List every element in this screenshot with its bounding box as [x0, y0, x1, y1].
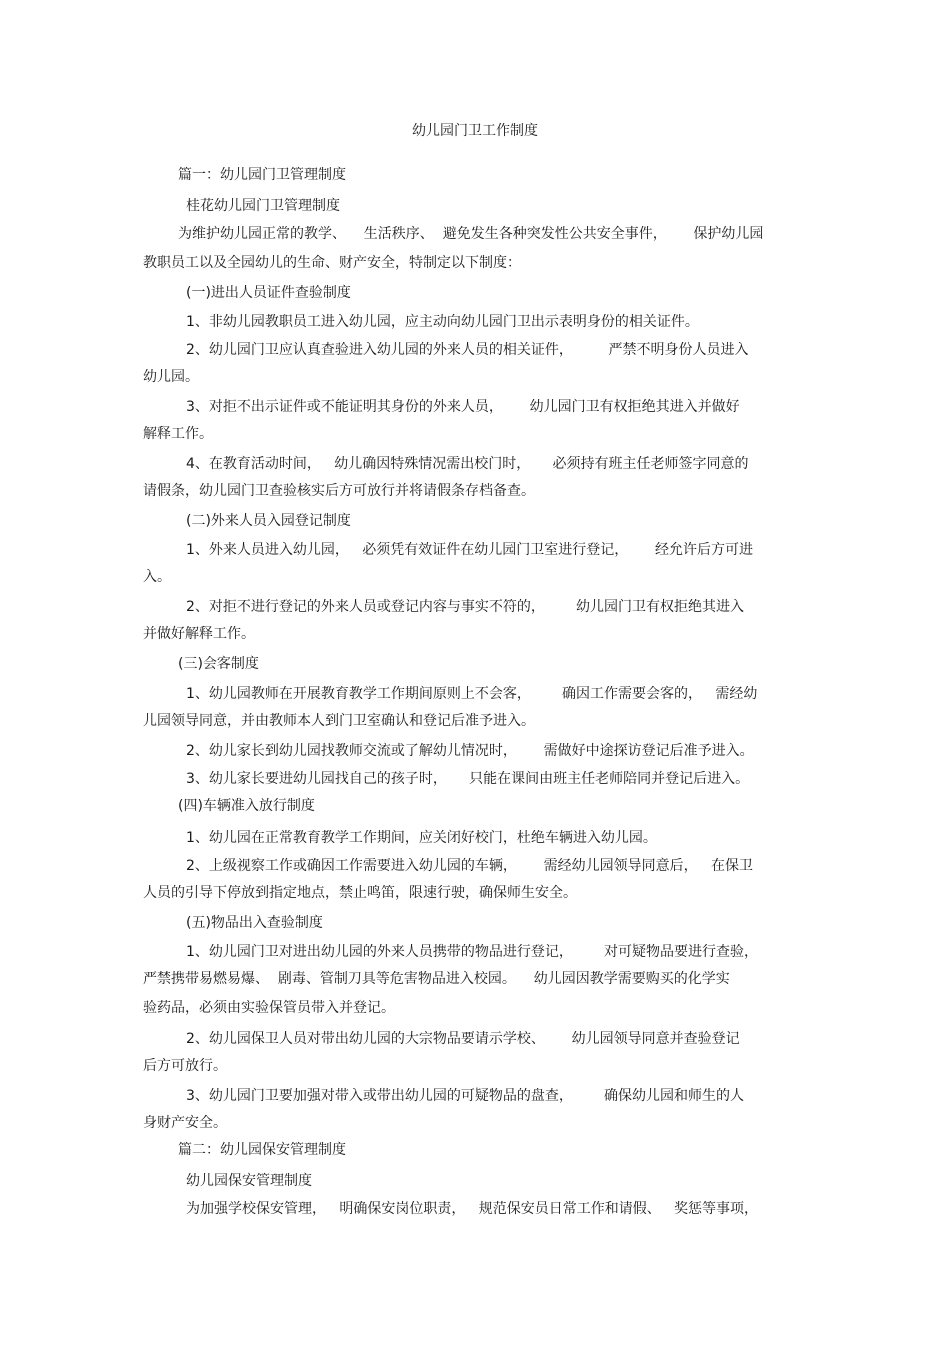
paragraph-line: 儿园领导同意，并由教师本人到门卫室确认和登记后准予进入。: [143, 713, 535, 729]
paragraph-line: 严禁携带易燃易爆、 剧毒、管制刀具等危害物品进入校园。 幼儿园因教学需要购买的化学实: [143, 971, 730, 987]
paragraph-line: 3、对拒不出示证件或不能证明其身份的外来人员， 幼儿园门卫有权拒绝其进入并做好: [186, 399, 740, 415]
clause-heading: (五)物品出入查验制度: [186, 915, 323, 931]
paragraph-line: 2、幼儿园门卫应认真查验进入幼儿园的外来人员的相关证件， 严禁不明身份人员进入: [186, 342, 749, 358]
paragraph-line: 2、幼儿家长到幼儿园找教师交流或了解幼儿情况时， 需做好中途探访登记后准予进入。: [186, 743, 754, 759]
paragraph-line: 4、在教育活动时间， 幼儿确因特殊情况需出校门时， 必须持有班主任老师签字同意的: [186, 456, 749, 472]
paragraph-line: 请假条，幼儿园门卫查验核实后方可放行并将请假条存档备查。: [143, 483, 535, 499]
paragraph-line: 3、幼儿园门卫要加强对带入或带出幼儿园的可疑物品的盘查， 确保幼儿园和师生的人: [186, 1088, 745, 1104]
paragraph-line: 2、上级视察工作或确因工作需要进入幼儿园的车辆， 需经幼儿园领导同意后， 在保卫: [186, 858, 753, 874]
paragraph-line: 并做好解释工作。: [143, 626, 255, 642]
paragraph-line: 后方可放行。: [143, 1058, 227, 1074]
paragraph-line: 3、幼儿家长要进幼儿园找自己的孩子时， 只能在课间由班主任老师陪同并登记后进入。: [186, 771, 750, 787]
paragraph-line: 幼儿园。: [143, 369, 199, 385]
paragraph-line: 解释工作。: [143, 426, 213, 442]
paragraph-line: 1、外来人员进入幼儿园， 必须凭有效证件在幼儿园门卫室进行登记， 经允许后方可进: [186, 542, 753, 558]
clause-heading: (二)外来人员入园登记制度: [186, 513, 351, 529]
paragraph-line: 入。: [143, 569, 171, 585]
clause-heading: (四)车辆准入放行制度: [178, 798, 315, 814]
subsection-heading: 幼儿园保安管理制度: [186, 1173, 312, 1189]
paragraph-line: 1、非幼儿园教职员工进入幼儿园，应主动向幼儿园门卫出示表明身份的相关证件。: [186, 314, 699, 330]
clause-heading: (一)进出人员证件查验制度: [186, 285, 351, 301]
paragraph-line: 2、对拒不进行登记的外来人员或登记内容与事实不符的， 幼儿园门卫有权拒绝其进入: [186, 599, 745, 615]
subsection-heading: 桂花幼儿园门卫管理制度: [186, 198, 340, 214]
paragraph-line: 为加强学校保安管理， 明确保安岗位职责， 规范保安员日常工作和请假、 奖惩等事项，: [186, 1201, 759, 1217]
paragraph-line: 人员的引导下停放到指定地点，禁止鸣笛，限速行驶，确保师生安全。: [143, 885, 577, 901]
document-title: 幼儿园门卫工作制度: [412, 123, 538, 139]
clause-heading: (三)会客制度: [178, 656, 259, 672]
paragraph-line: 1、幼儿园门卫对进出幼儿园的外来人员携带的物品进行登记， 对可疑物品要进行查验，: [186, 944, 759, 960]
paragraph-line: 1、幼儿园在正常教育教学工作期间，应关闭好校门，杜绝车辆进入幼儿园。: [186, 830, 657, 846]
paragraph-line: 为维护幼儿园正常的教学、 生活秩序、 避免发生各种突发性公共安全事件， 保护幼儿园: [178, 226, 764, 242]
section-heading: 篇一：幼儿园门卫管理制度: [178, 167, 346, 183]
section-heading: 篇二：幼儿园保安管理制度: [178, 1142, 346, 1158]
paragraph-line: 2、幼儿园保卫人员对带出幼儿园的大宗物品要请示学校、 幼儿园领导同意并查验登记: [186, 1031, 740, 1047]
paragraph-line: 验药品，必须由实验保管员带入并登记。: [143, 1000, 395, 1016]
paragraph-line: 教职员工以及全园幼儿的生命、财产安全，特制定以下制度：: [143, 255, 521, 271]
paragraph-line: 1、幼儿园教师在开展教育教学工作期间原则上不会客， 确因工作需要会客的， 需经幼: [186, 686, 758, 702]
paragraph-line: 身财产安全。: [143, 1115, 227, 1131]
